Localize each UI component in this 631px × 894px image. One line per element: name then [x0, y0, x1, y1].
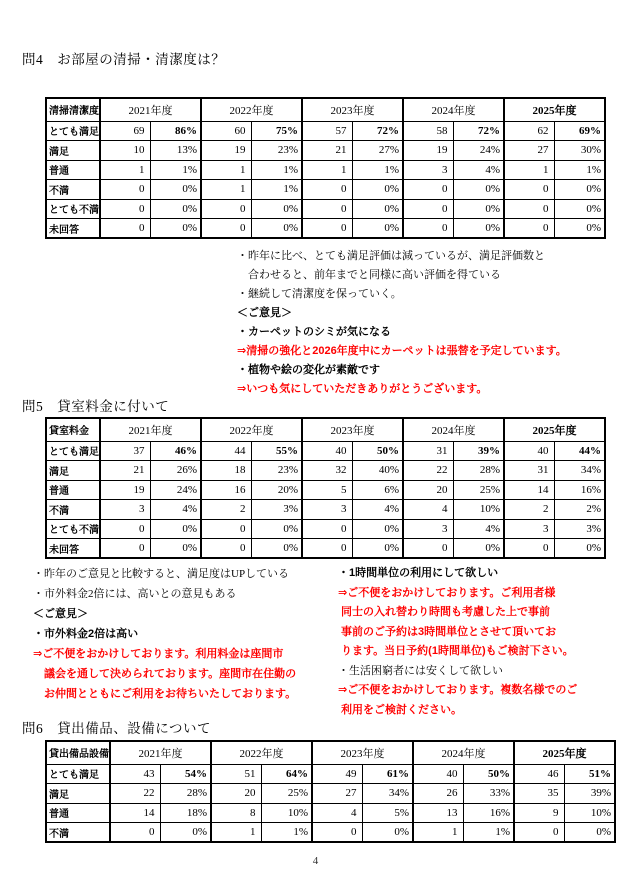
count-cell: 0	[312, 823, 362, 843]
question5-title: 問5 貸室料金に付いて	[22, 399, 170, 414]
percent-cell: 0%	[352, 519, 403, 539]
question6-title: 問6 貸出備品、設備について	[22, 721, 211, 736]
percent-cell: 55%	[251, 441, 302, 461]
count-cell: 0	[403, 219, 453, 239]
count-cell: 21	[100, 461, 150, 481]
year-header: 2024年度	[413, 741, 514, 764]
row-label: とても不満	[46, 519, 100, 539]
count-cell: 1	[413, 823, 463, 843]
percent-cell: 40%	[352, 461, 403, 481]
count-cell: 1	[201, 180, 251, 200]
count-cell: 31	[504, 461, 554, 481]
count-cell: 19	[201, 141, 251, 161]
count-cell: 4	[403, 500, 453, 520]
count-cell: 20	[211, 784, 261, 804]
comment-line: ・市外料金2倍には、高いとの意見もある	[33, 588, 237, 600]
percent-cell: 61%	[362, 764, 413, 784]
percent-cell: 34%	[554, 461, 605, 481]
table-row	[46, 803, 615, 823]
count-cell: 13	[413, 803, 463, 823]
q4-comments	[237, 247, 567, 399]
percent-cell: 1%	[261, 823, 312, 843]
percent-cell: 6%	[352, 480, 403, 500]
comment-line: ⇒いつも気にしていただきありがとうございます。	[237, 383, 488, 395]
percent-cell: 30%	[554, 141, 605, 161]
row-label: とても満足	[46, 764, 110, 784]
q4-cleanliness-table	[45, 97, 606, 239]
year-header: 2023年度	[312, 741, 413, 764]
comment-line: ります。当日予約(1時間単位)もご検討下さい。	[338, 645, 574, 657]
count-cell: 1	[302, 160, 352, 180]
percent-cell: 72%	[453, 121, 504, 141]
count-cell: 18	[201, 461, 251, 481]
percent-cell: 0%	[554, 199, 605, 219]
comment-line: ⇒ご不便をおかけしております。利用料金は座間市	[33, 648, 284, 660]
count-cell: 62	[504, 121, 554, 141]
count-cell: 57	[302, 121, 352, 141]
percent-cell: 2%	[554, 500, 605, 520]
count-cell: 26	[413, 784, 463, 804]
count-cell: 40	[504, 441, 554, 461]
percent-cell: 3%	[251, 500, 302, 520]
table-row	[46, 764, 615, 784]
percent-cell: 51%	[564, 764, 615, 784]
q5-room-fee-table	[45, 417, 606, 559]
percent-cell: 50%	[352, 441, 403, 461]
count-cell: 51	[211, 764, 261, 784]
percent-cell: 86%	[150, 121, 201, 141]
table-row	[46, 180, 605, 200]
percent-cell: 1%	[463, 823, 514, 843]
row-label: 普通	[46, 803, 110, 823]
comment-line: ・カーペットのシミが気になる	[237, 326, 391, 338]
year-header: 2025年度	[504, 98, 605, 121]
percent-cell: 4%	[453, 160, 504, 180]
percent-cell: 44%	[554, 441, 605, 461]
table-row	[46, 461, 605, 481]
comment-line: ・1時間単位の利用にして欲しい	[338, 567, 499, 579]
table-row	[46, 441, 605, 461]
percent-cell: 10%	[261, 803, 312, 823]
page-number: 4	[312, 855, 319, 867]
percent-cell: 0%	[150, 219, 201, 239]
table-row	[46, 823, 615, 843]
percent-cell: 4%	[352, 500, 403, 520]
year-header: 2024年度	[403, 418, 504, 441]
count-cell: 1	[504, 160, 554, 180]
row-label: 普通	[46, 480, 100, 500]
year-header: 2022年度	[211, 741, 312, 764]
comment-line: ・生活困窮者には安くして欲しい	[338, 664, 503, 677]
comment-line: ・昨年のご意見と比較すると、満足度はUPしている	[33, 568, 290, 580]
table-corner-label: 清掃清潔度	[46, 98, 100, 121]
count-cell: 0	[504, 199, 554, 219]
percent-cell: 0%	[554, 539, 605, 559]
count-cell: 0	[504, 539, 554, 559]
table-row	[46, 121, 605, 141]
count-cell: 0	[201, 199, 251, 219]
percent-cell: 33%	[463, 784, 514, 804]
percent-cell: 0%	[150, 539, 201, 559]
year-header: 2021年度	[100, 98, 201, 121]
year-header: 2025年度	[504, 418, 605, 441]
percent-cell: 69%	[554, 121, 605, 141]
percent-cell: 0%	[554, 180, 605, 200]
year-header: 2023年度	[302, 98, 403, 121]
count-cell: 0	[100, 519, 150, 539]
percent-cell: 28%	[160, 784, 211, 804]
percent-cell: 1%	[251, 160, 302, 180]
year-header: 2021年度	[110, 741, 211, 764]
comment-line: 議会を通して決められております。座間市在住勤の	[33, 668, 297, 680]
percent-cell: 20%	[251, 480, 302, 500]
row-label: 不満	[46, 823, 110, 843]
count-cell: 14	[504, 480, 554, 500]
count-cell: 4	[312, 803, 362, 823]
count-cell: 0	[100, 199, 150, 219]
count-cell: 20	[403, 480, 453, 500]
count-cell: 0	[302, 219, 352, 239]
count-cell: 0	[403, 180, 453, 200]
percent-cell: 0%	[453, 539, 504, 559]
count-cell: 35	[514, 784, 564, 804]
percent-cell: 24%	[453, 141, 504, 161]
count-cell: 9	[514, 803, 564, 823]
percent-cell: 1%	[352, 160, 403, 180]
row-label: 満足	[46, 461, 100, 481]
table-row	[46, 539, 605, 559]
count-cell: 3	[403, 519, 453, 539]
percent-cell: 0%	[352, 219, 403, 239]
table-corner-label: 貸室料金	[46, 418, 100, 441]
row-label: とても不満	[46, 199, 100, 219]
percent-cell: 0%	[453, 199, 504, 219]
percent-cell: 0%	[453, 219, 504, 239]
percent-cell: 0%	[251, 199, 302, 219]
percent-cell: 0%	[564, 823, 615, 843]
q6-equipment-table	[45, 740, 616, 843]
percent-cell: 46%	[150, 441, 201, 461]
year-header: 2021年度	[100, 418, 201, 441]
count-cell: 22	[403, 461, 453, 481]
percent-cell: 13%	[150, 141, 201, 161]
percent-cell: 0%	[251, 519, 302, 539]
count-cell: 14	[110, 803, 160, 823]
table-row	[46, 519, 605, 539]
year-header: 2022年度	[201, 418, 302, 441]
percent-cell: 75%	[251, 121, 302, 141]
count-cell: 2	[504, 500, 554, 520]
count-cell: 60	[201, 121, 251, 141]
comment-line: 事前のご予約は3時間単位とさせて頂いてお	[338, 625, 557, 638]
count-cell: 10	[100, 141, 150, 161]
count-cell: 2	[201, 500, 251, 520]
comment-line: 利用をご検討ください。	[338, 703, 463, 716]
percent-cell: 0%	[352, 180, 403, 200]
count-cell: 27	[312, 784, 362, 804]
row-label: 未回答	[46, 219, 100, 239]
count-cell: 0	[403, 539, 453, 559]
year-header: 2022年度	[201, 98, 302, 121]
count-cell: 1	[211, 823, 261, 843]
comment-line: ⇒清掃の強化と2026年度中にカーペットは張替を予定しています。	[237, 345, 567, 357]
comment-line: ・市外料金2倍は高い	[33, 628, 139, 640]
comment-line: ⇒ご不便をおかけしております。ご利用者様	[338, 586, 556, 599]
row-label: 未回答	[46, 539, 100, 559]
percent-cell: 0%	[362, 823, 413, 843]
percent-cell: 54%	[160, 764, 211, 784]
count-cell: 0	[403, 199, 453, 219]
table-row	[46, 480, 605, 500]
percent-cell: 4%	[150, 500, 201, 520]
percent-cell: 3%	[554, 519, 605, 539]
count-cell: 37	[100, 441, 150, 461]
percent-cell: 4%	[453, 519, 504, 539]
row-label: 不満	[46, 500, 100, 520]
percent-cell: 0%	[150, 180, 201, 200]
percent-cell: 0%	[352, 539, 403, 559]
year-header: 2024年度	[403, 98, 504, 121]
percent-cell: 39%	[564, 784, 615, 804]
percent-cell: 72%	[352, 121, 403, 141]
percent-cell: 50%	[463, 764, 514, 784]
count-cell: 1	[201, 160, 251, 180]
percent-cell: 0%	[453, 180, 504, 200]
count-cell: 0	[100, 180, 150, 200]
comment-line: お仲間とともにご利用をお待ちいたしております。	[33, 688, 297, 700]
count-cell: 0	[302, 539, 352, 559]
percent-cell: 27%	[352, 141, 403, 161]
table-row	[46, 141, 605, 161]
percent-cell: 0%	[160, 823, 211, 843]
percent-cell: 24%	[150, 480, 201, 500]
percent-cell: 25%	[453, 480, 504, 500]
count-cell: 22	[110, 784, 160, 804]
comment-line: ・植物や絵の変化が素敵です	[237, 364, 380, 376]
percent-cell: 10%	[564, 803, 615, 823]
percent-cell: 23%	[251, 141, 302, 161]
percent-cell: 34%	[362, 784, 413, 804]
count-cell: 3	[403, 160, 453, 180]
count-cell: 0	[110, 823, 160, 843]
count-cell: 27	[504, 141, 554, 161]
question4-title: 問4 お部屋の清掃・清潔度は？	[22, 52, 226, 67]
count-cell: 3	[504, 519, 554, 539]
count-cell: 0	[100, 219, 150, 239]
year-header: 2023年度	[302, 418, 403, 441]
percent-cell: 18%	[160, 803, 211, 823]
table-row	[46, 199, 605, 219]
count-cell: 31	[403, 441, 453, 461]
count-cell: 0	[100, 539, 150, 559]
q5-comments-right	[338, 564, 577, 720]
count-cell: 0	[302, 199, 352, 219]
q5-comments-left	[33, 564, 296, 724]
percent-cell: 25%	[261, 784, 312, 804]
comment-line: ＜ご意見＞	[33, 608, 88, 620]
percent-cell: 26%	[150, 461, 201, 481]
percent-cell: 39%	[453, 441, 504, 461]
percent-cell: 0%	[251, 539, 302, 559]
count-cell: 3	[100, 500, 150, 520]
count-cell: 21	[302, 141, 352, 161]
count-cell: 1	[100, 160, 150, 180]
count-cell: 32	[302, 461, 352, 481]
comment-line: ⇒ご不便をおかけしております。複数名様でのご	[338, 684, 578, 696]
row-label: 不満	[46, 180, 100, 200]
percent-cell: 1%	[150, 160, 201, 180]
percent-cell: 0%	[150, 519, 201, 539]
table-row	[46, 219, 605, 239]
count-cell: 0	[201, 519, 251, 539]
percent-cell: 5%	[362, 803, 413, 823]
count-cell: 0	[302, 519, 352, 539]
comment-line: ＜ご意見＞	[237, 307, 292, 319]
table-row	[46, 500, 605, 520]
count-cell: 19	[100, 480, 150, 500]
row-label: 普通	[46, 160, 100, 180]
count-cell: 49	[312, 764, 362, 784]
count-cell: 0	[514, 823, 564, 843]
comment-line: ・継続して清潔度を保っていく。	[237, 288, 402, 300]
percent-cell: 16%	[463, 803, 514, 823]
count-cell: 69	[100, 121, 150, 141]
year-header: 2025年度	[514, 741, 615, 764]
count-cell: 19	[403, 141, 453, 161]
count-cell: 0	[504, 219, 554, 239]
count-cell: 40	[413, 764, 463, 784]
count-cell: 44	[201, 441, 251, 461]
percent-cell: 10%	[453, 500, 504, 520]
count-cell: 43	[110, 764, 160, 784]
count-cell: 0	[302, 180, 352, 200]
count-cell: 3	[302, 500, 352, 520]
count-cell: 5	[302, 480, 352, 500]
row-label: 満足	[46, 141, 100, 161]
count-cell: 0	[504, 180, 554, 200]
percent-cell: 23%	[251, 461, 302, 481]
count-cell: 8	[211, 803, 261, 823]
percent-cell: 28%	[453, 461, 504, 481]
percent-cell: 0%	[251, 219, 302, 239]
count-cell: 0	[201, 539, 251, 559]
table-row	[46, 784, 615, 804]
percent-cell: 64%	[261, 764, 312, 784]
count-cell: 16	[201, 480, 251, 500]
percent-cell: 0%	[554, 219, 605, 239]
row-label: とても満足	[46, 121, 100, 141]
count-cell: 0	[201, 219, 251, 239]
table-corner-label: 貸出備品設備	[46, 741, 110, 764]
count-cell: 46	[514, 764, 564, 784]
percent-cell: 0%	[150, 199, 201, 219]
table-row	[46, 160, 605, 180]
count-cell: 40	[302, 441, 352, 461]
comment-line: 同士の入れ替わり時間も考慮した上で事前	[338, 606, 551, 618]
comment-line: ・昨年に比べ、とても満足評価は減っているが、満足評価数と	[237, 250, 545, 262]
percent-cell: 1%	[554, 160, 605, 180]
percent-cell: 0%	[352, 199, 403, 219]
row-label: 満足	[46, 784, 110, 804]
comment-line: 合わせると、前年までと同様に高い評価を得ている	[237, 269, 501, 281]
count-cell: 58	[403, 121, 453, 141]
percent-cell: 1%	[251, 180, 302, 200]
row-label: とても満足	[46, 441, 100, 461]
percent-cell: 16%	[554, 480, 605, 500]
